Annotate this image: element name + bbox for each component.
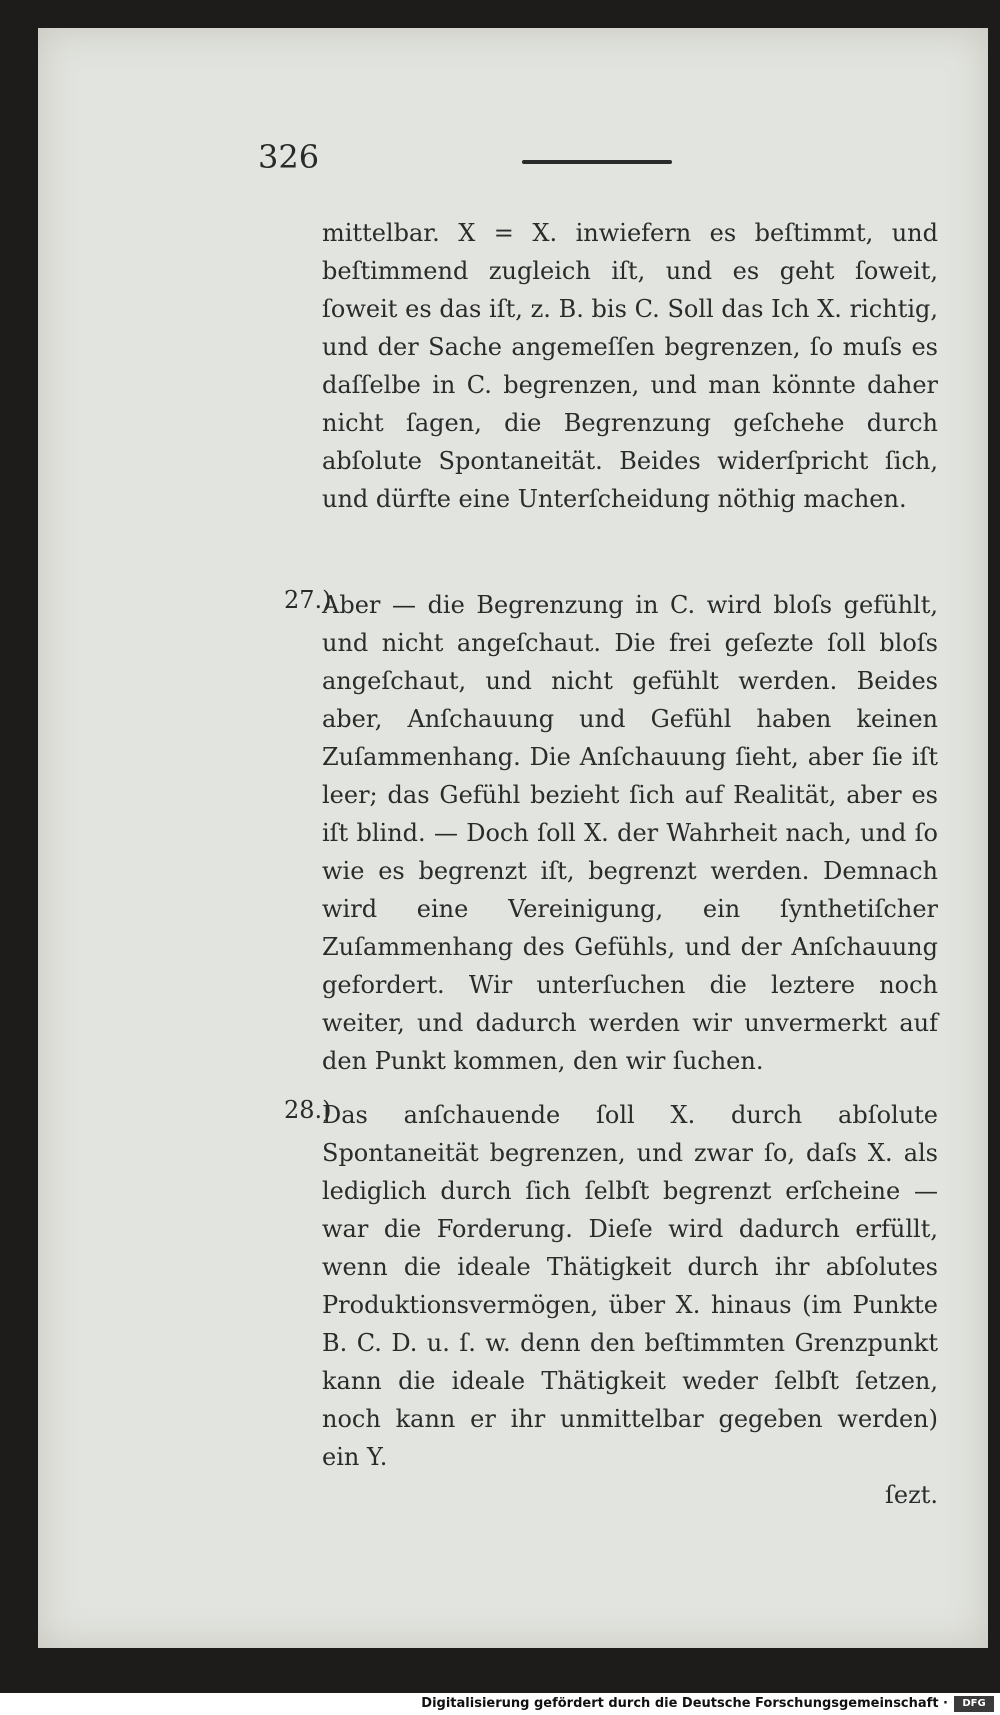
page-number: 326	[258, 138, 320, 176]
paragraph-28-body: Das anſchauende ſoll X. durch abſolute Spontaneität begrenzen, und zwar ſo, daſs X. als lediglich durch ſich ſelbſt begrenzt erſcheine — war die Forderung. Dieſe wird dadurch erfüllt, wenn die ideale Thätigkeit durch ihr abſolutes Produktionsvermögen, über X. hinaus (im Punkte B. C. D. u. ſ. w. denn den beſtimmten Grenzpunkt kann die ideale Thätigkeit weder ſelbſt ſetzen, noch kann er ihr unmittelbar gegeben werden) ein Y.	[322, 1101, 938, 1471]
digitization-footer: Digitalisierung gefördert durch die Deutsche Forschungsgemeinschaft ·	[0, 1693, 1000, 1715]
section-number-28: 28.)	[284, 1096, 332, 1124]
header-rule	[522, 160, 672, 164]
section-number-27: 27.)	[284, 586, 332, 614]
dfg-logo: DFG	[954, 1696, 994, 1712]
paragraph-28-end: ſezt.	[884, 1481, 938, 1509]
paragraph-28	[322, 1096, 938, 1514]
paragraph-27: Aber — die Begrenzung in C. wird bloſs gefühlt, und nicht angeſchaut. Die frei geſezte ſoll bloſs angeſchaut, und nicht gefühlt werden. Beides aber, Anſchauung und Gefühl haben keinen Zuſammenhang. Die Anſchauung ſieht, aber ſie iſt leer; das Gefühl bezieht ſich auf Realität, aber es iſt blind. — Doch ſoll X. der Wahrheit nach, und ſo wie es begrenzt iſt, begrenzt werden. Demnach wird eine Vereinigung, ein ſynthetiſcher Zuſammenhang des Gefühls, und der Anſchauung gefordert. Wir unterſuchen die leztere noch weiter, und dadurch werden wir unvermerkt auf den Punkt kommen, den wir ſuchen.	[322, 591, 938, 1075]
paragraph-continued: mittelbar. X = X. inwiefern es beſtimmt, und beſtimmend zugleich iſt, und es geht ſoweit, ſoweit es das iſt, z. B. bis C. Soll das Ich X. richtig, und der Sache angemeſſen begrenzen, ſo muſs es daſſelbe in C. begrenzen, und man könnte daher nicht ſagen, die Begrenzung geſchehe durch abſolute Spontaneität. Beides widerſpricht ſich, und dürfte eine Unterſcheidung nöthig machen.	[322, 219, 938, 513]
